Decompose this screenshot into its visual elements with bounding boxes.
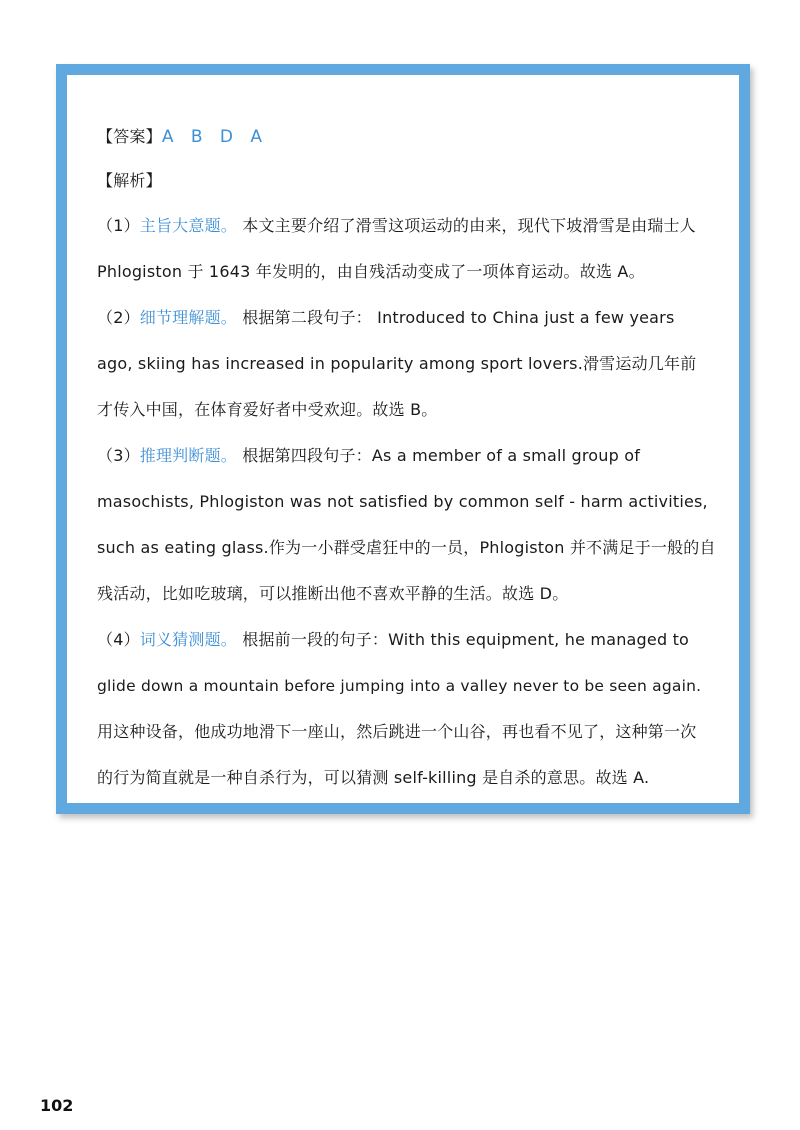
page-number: 102 <box>40 1096 74 1115</box>
analysis-item-2 <box>97 295 717 433</box>
answer-frame <box>56 64 750 814</box>
item-1-number: （1） <box>97 216 140 235</box>
item-1-line-2: Phlogiston 于 1643 年发明的，由自残活动变成了一项体育运动。故选 A。 <box>97 262 645 281</box>
item-2-line-1 <box>97 295 717 341</box>
item-2-text: 根据第二段句子： Introduced to China just a few years <box>242 308 675 327</box>
item-4-number: （4） <box>97 630 140 649</box>
item-4-text: 根据前一段的句子：With this equipment, he managed to <box>242 630 690 649</box>
answer-content <box>97 115 717 801</box>
analysis-item-4 <box>97 617 717 801</box>
analysis-item-3 <box>97 433 717 617</box>
answer-line <box>97 115 717 159</box>
item-3-line-4: 残活动，比如吃玻璃，可以推断出他不喜欢平静的生活。故选 D。 <box>97 584 569 603</box>
item-3-line-3: such as eating glass.作为一小群受虐狂中的一员，Phlogiston 并不满足于一般的自 <box>97 538 716 557</box>
item-4-line-1 <box>97 617 717 663</box>
item-2-type: 细节理解题。 <box>139 308 237 327</box>
item-4-line-3: 用这种设备，他成功地滑下一座山，然后跳进一个山谷，再也看不见了，这种第一次 <box>97 722 697 741</box>
answer-letters: A B D A <box>161 127 269 147</box>
item-4-line-4: 的行为简直就是一种自杀行为，可以猜测 self-killing 是自杀的意思。故选 A. <box>97 768 650 787</box>
item-3-number: （3） <box>97 446 140 465</box>
item-4-line-2: glide down a mountain before jumping into a valley never to be seen again. <box>97 677 702 695</box>
item-3-line-2: masochists, Phlogiston was not satisfied by common self - harm activities, <box>97 492 708 511</box>
item-1-text: 本文主要介绍了滑雪这项运动的由来，现代下坡滑雪是由瑞士人 <box>242 216 696 235</box>
item-3-text: 根据第四段句子：As a member of a small group of <box>242 446 641 465</box>
item-2-number: （2） <box>97 308 140 327</box>
item-1-type: 主旨大意题。 <box>139 216 237 235</box>
item-3-line-1 <box>97 433 717 479</box>
item-2-line-3: 才传入中国，在体育爱好者中受欢迎。故选 B。 <box>97 400 438 419</box>
analysis-label: 【解析】 <box>97 171 162 190</box>
item-1-line-1 <box>97 203 717 249</box>
item-3-type: 推理判断题。 <box>139 446 237 465</box>
item-2-line-2: ago, skiing has increased in popularity among sport lovers.滑雪运动几年前 <box>97 354 697 373</box>
item-4-type: 词义猜测题。 <box>139 630 237 649</box>
analysis-item-1 <box>97 203 717 295</box>
answer-label: 【答案】 <box>97 127 162 146</box>
